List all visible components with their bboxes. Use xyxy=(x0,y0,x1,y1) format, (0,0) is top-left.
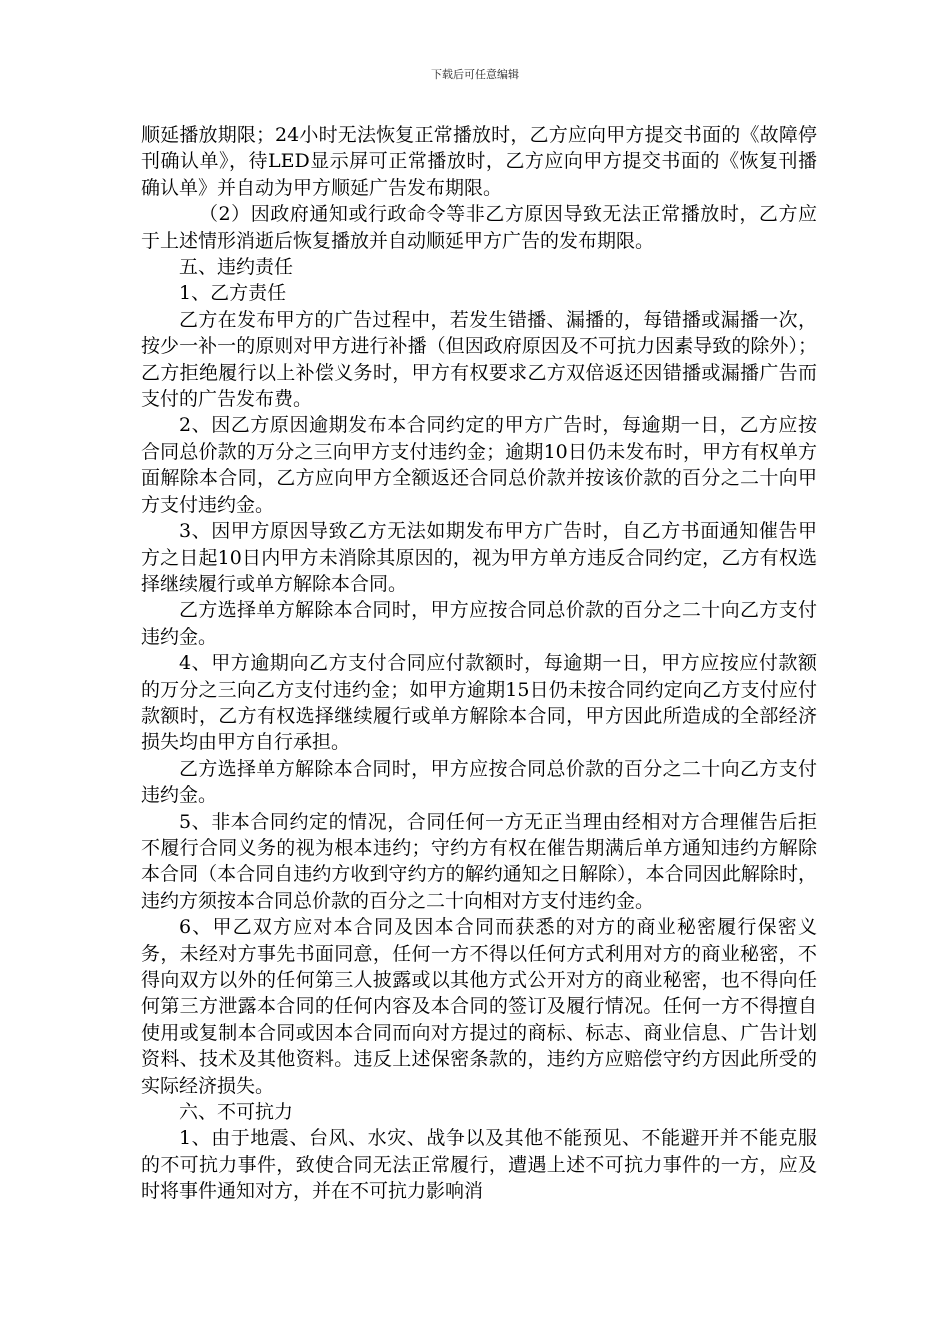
paragraph-continuation: 顺延播放期限；24小时无法恢复正常播放时，乙方应向甲方提交书面的《故障停刊确认单》，待LED显示屏可正常播放时，乙方应向甲方提交书面的《恢复刊播确认单》并自动为甲方顺延广告发布期限。 xyxy=(141,124,817,199)
paragraph-item-6: 6、甲乙双方应对本合同及因本合同而获悉的对方的商业秘密履行保密义务，未经对方事先书面同意，任何一方不得以任何方式利用对方的商业秘密，不得向双方以外的任何第三人披露或以其他方式公开对方的商业秘密，也不得向任何第三方泄露本合同的任何内容及本合同的签订及履行情况。任何一方不得擅自使用或复制本合同或因本合同而向对方提过的商标、标志、商业信息、广告计划资料、技术及其他资料。违反上述保密条款的，违约方应赔偿守约方因此所受的实际经济损失。 xyxy=(141,916,817,1097)
paragraph-item-2: 2、因乙方原因逾期发布本合同约定的甲方广告时，每逾期一日，乙方应按合同总价款的万分之三向甲方支付违约金；逾期10日仍未发布时，甲方有权单方面解除本合同，乙方应向甲方全额返还合同总价款并按该价款的百分之二十向甲方支付违约金。 xyxy=(141,414,817,516)
paragraph-termination-b: 乙方选择单方解除本合同时，甲方应按合同总价款的百分之二十向乙方支付违约金。 xyxy=(141,757,817,807)
page-header: 下载后可任意编辑 xyxy=(431,68,519,81)
paragraph-item-5: 5、非本合同约定的情况，合同任何一方无正当理由经相对方合理催告后拒不履行合同义务的视为根本违约；守约方有权在催告期满后单方通知违约方解除本合同（本合同自违约方收到守约方的解约通知之日解除），本合同因此解除时，违约方须按本合同总价款的百分之二十向相对方支付违约金。 xyxy=(141,810,817,912)
paragraph-force-majeure-1: 1、由于地震、台风、水灾、战争以及其他不能预见、不能避开并不能克服的不可抗力事件，致使合同无法正常履行，遭遇上述不可抗力事件的一方，应及时将事件通知对方，并在不可抗力影响消 xyxy=(141,1127,817,1203)
subheading-party-b: 1、乙方责任 xyxy=(179,282,287,305)
paragraph-clause-2: （2）因政府通知或行政命令等非乙方原因导致无法正常播放时，乙方应于上述情形消逝后恢复播放并自动顺延甲方广告的发布期限。 xyxy=(141,203,817,252)
paragraph-misbroadcast: 乙方在发布甲方的广告过程中，若发生错播、漏播的，每错播或漏播一次，按少一补一的原则对甲方进行补播（但因政府原因及不可抗力因素导致的除外）；乙方拒绝履行以上补偿义务时，甲方有权要求乙方双倍返还因错播或漏播广告而支付的广告发布费。 xyxy=(141,308,817,411)
paragraph-item-3: 3、因甲方原因导致乙方无法如期发布甲方广告时，自乙方书面通知催告甲方之日起10日内甲方未消除其原因的，视为甲方单方违反合同约定，乙方有权选择继续履行或单方解除本合同。 xyxy=(141,520,817,595)
paragraph-item-4: 4、甲方逾期向乙方支付合同应付款额时，每逾期一日，甲方应按应付款额的万分之三向乙方支付违约金；如甲方逾期15日仍未按合同约定向乙方支付应付款额时，乙方有权选择继续履行或单方解除本合同，甲方因此所造成的全部经济损失均由甲方自行承担。 xyxy=(141,652,817,754)
section-heading-breach: 五、违约责任 xyxy=(179,256,294,279)
section-heading-force-majeure: 六、不可抗力 xyxy=(179,1101,294,1124)
paragraph-termination-a: 乙方选择单方解除本合同时，甲方应按合同总价款的百分之二十向乙方支付违约金。 xyxy=(141,599,817,648)
document-body xyxy=(141,122,817,1205)
